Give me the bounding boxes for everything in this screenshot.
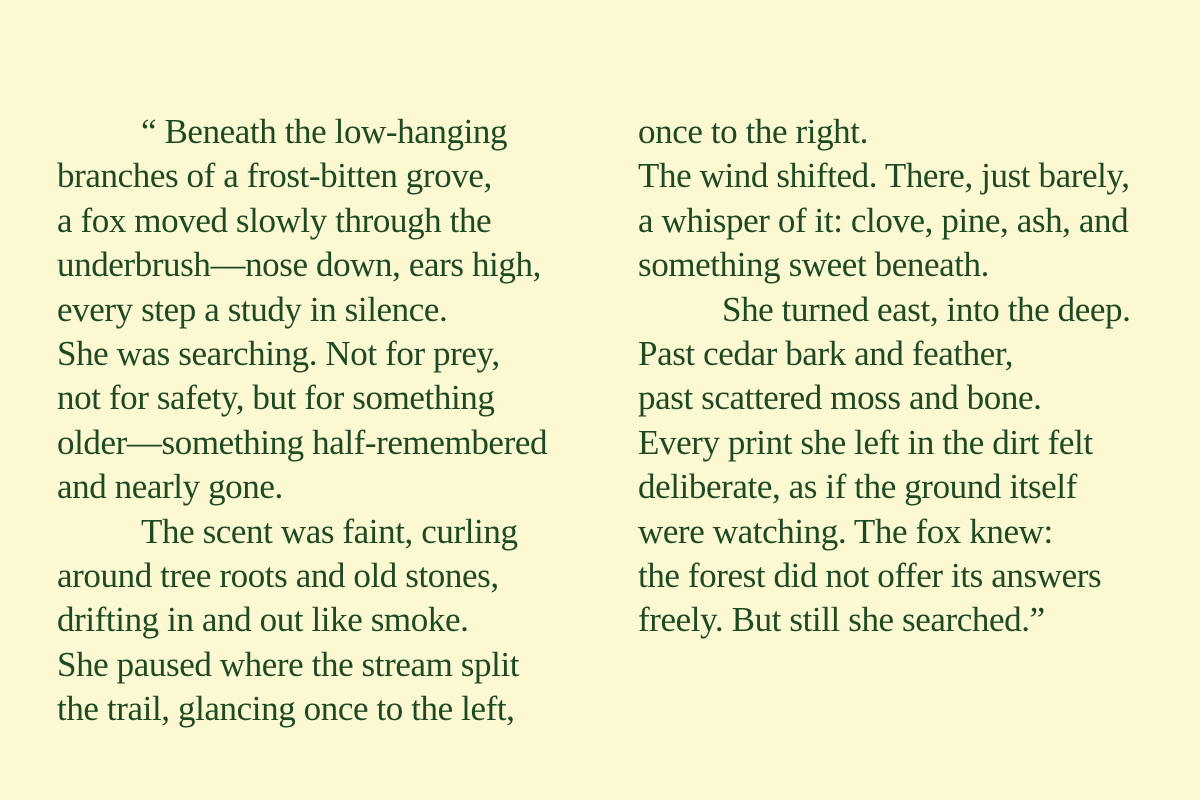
text-line: older—something half-remembered (57, 422, 548, 462)
text-line: the forest did not offer its answers (638, 555, 1102, 595)
text-line: a whisper of it: clove, pine, ash, and (638, 200, 1129, 240)
left-text-column (57, 110, 617, 731)
text-line: once to the right. (638, 112, 868, 151)
text-line: Past cedar bark and feather, (638, 333, 1014, 373)
text-line: a fox moved slowly through the (57, 200, 492, 240)
text-line: “ Beneath the low-hanging (141, 112, 508, 151)
text-line: deliberate, as if the ground itself (638, 467, 1077, 507)
text-line: around tree roots and old stones, (57, 555, 499, 595)
text-line: past scattered moss and bone. (638, 378, 1042, 418)
right-text-column (638, 110, 1190, 643)
text-line: She paused where the stream split (57, 644, 520, 684)
text-line: freely. But still she searched.” (638, 600, 1045, 640)
text-line: were watching. The fox knew: (638, 511, 1053, 551)
text-line: something sweet beneath. (638, 245, 989, 285)
text-line: She turned east, into the deep. (722, 289, 1131, 329)
text-line: the trail, glancing once to the left, (57, 689, 515, 729)
text-line: The scent was faint, curling (141, 511, 518, 551)
text-line: underbrush—nose down, ears high, (57, 245, 541, 285)
text-line: Every print she left in the dirt felt (638, 422, 1093, 462)
text-line: She was searching. Not for prey, (57, 333, 500, 373)
text-line: The wind shifted. There, just barely, (638, 156, 1130, 196)
text-line: drifting in and out like smoke. (57, 600, 469, 640)
text-line: branches of a frost-bitten grove, (57, 156, 492, 196)
text-line: not for safety, but for something (57, 378, 495, 418)
text-line: every step a study in silence. (57, 289, 448, 329)
text-line: and nearly gone. (57, 467, 283, 507)
